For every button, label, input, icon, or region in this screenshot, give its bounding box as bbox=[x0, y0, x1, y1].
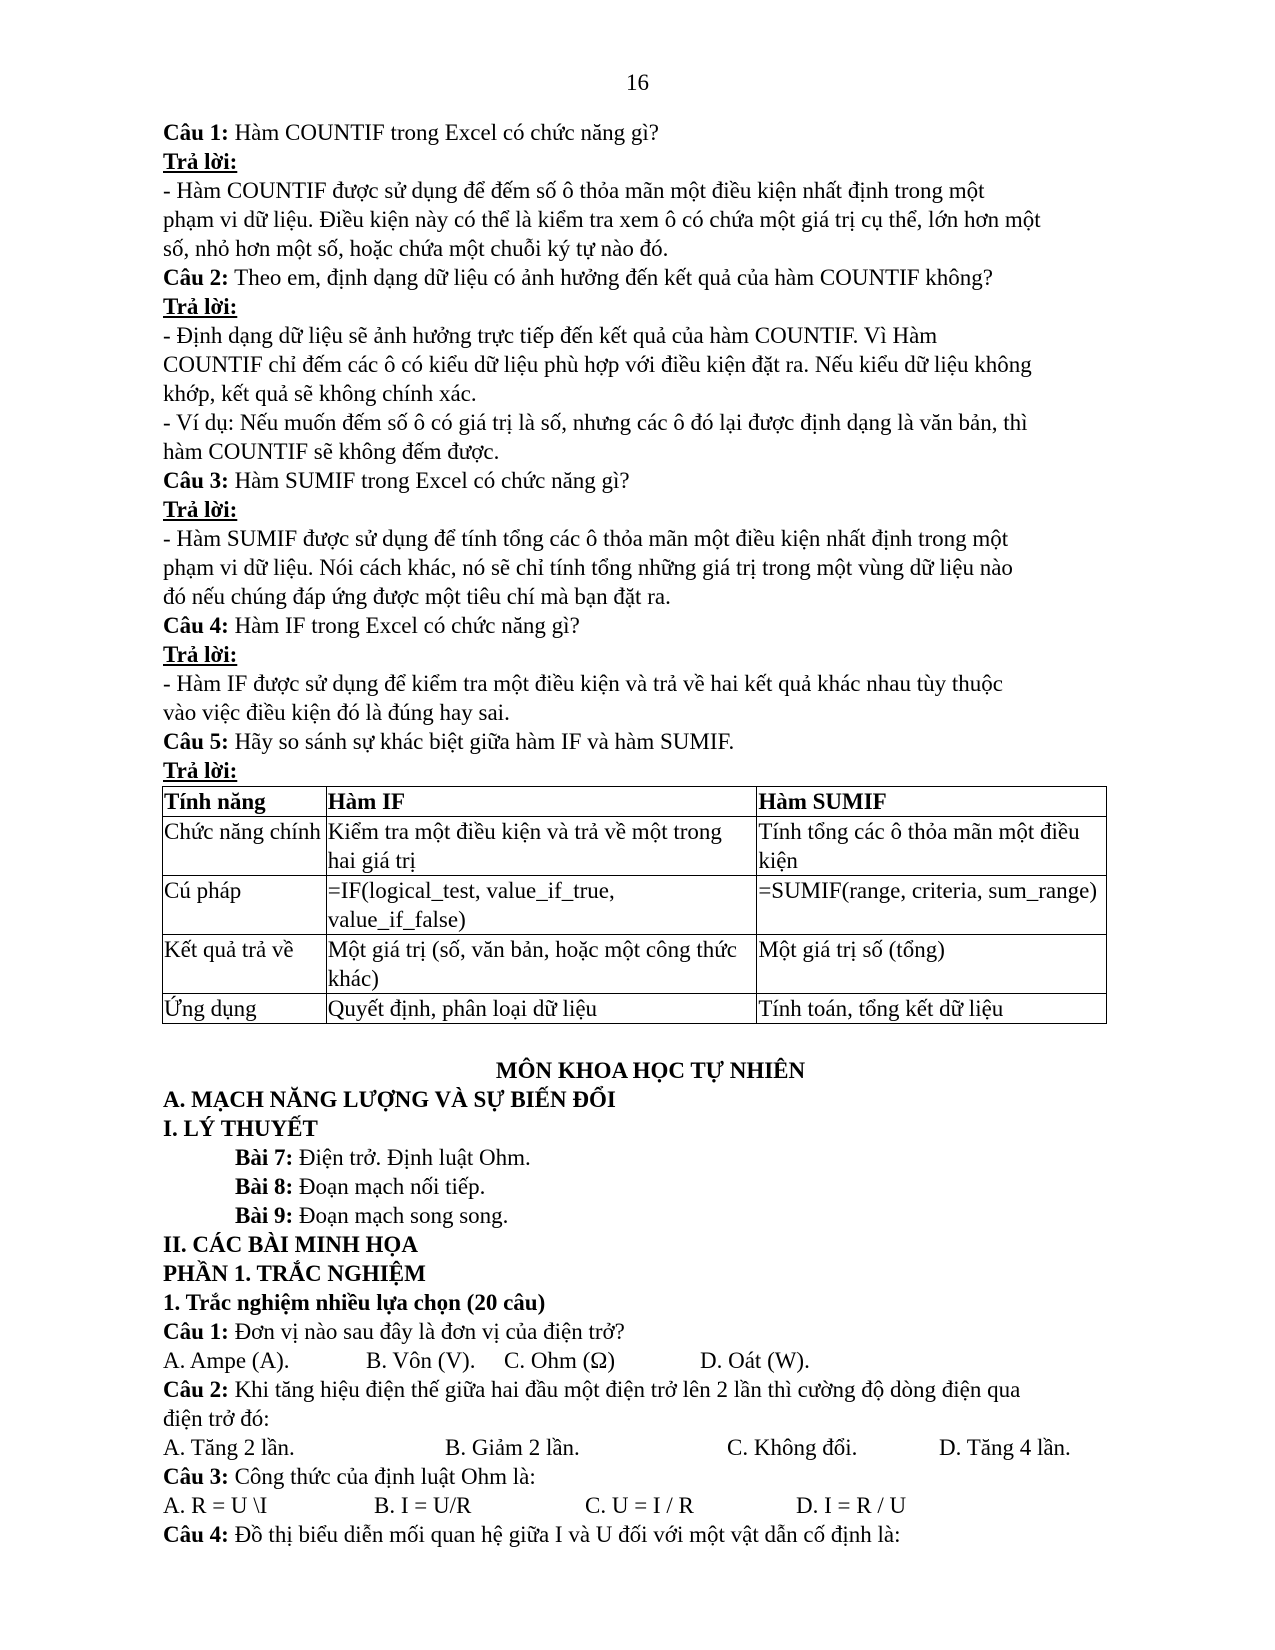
question-2 bbox=[163, 263, 1138, 292]
table-header-cell: Hàm IF bbox=[326, 787, 757, 817]
table-row bbox=[163, 817, 1107, 876]
answer-line: vào việc điều kiện đó là đúng hay sai. bbox=[163, 700, 510, 725]
option-a: A. R = U \I bbox=[163, 1493, 268, 1518]
answer-line: - Hàm IF được sử dụng để kiểm tra một điều kiện và trả về hai kết quả khác nhau tùy thuộc bbox=[163, 671, 1003, 696]
option-a: A. Ampe (A). bbox=[163, 1348, 290, 1373]
table-cell: =IF(logical_test, value_if_true, value_if_false) bbox=[326, 876, 757, 935]
table-cell: Kiểm tra một điều kiện và trả về một trong hai giá trị bbox=[326, 817, 757, 876]
question-label: Câu 4: bbox=[163, 1522, 229, 1547]
question-label: Câu 5: bbox=[163, 729, 229, 754]
option-d: D. Tăng 4 lần. bbox=[939, 1435, 1071, 1460]
mc-question-4 bbox=[163, 1520, 1138, 1549]
lesson-text: Điện trở. Định luật Ohm. bbox=[293, 1145, 531, 1170]
multiple-choice-heading: 1. Trắc nghiệm nhiều lựa chọn (20 câu) bbox=[163, 1290, 546, 1315]
section-heading-a: A. MẠCH NĂNG LƯỢNG VÀ SỰ BIẾN ĐỔI bbox=[163, 1087, 616, 1112]
table-cell: =SUMIF(range, criteria, sum_range) bbox=[757, 876, 1107, 935]
lesson-label: Bài 8: bbox=[235, 1174, 294, 1199]
table-cell: Quyết định, phân loại dữ liệu bbox=[326, 994, 757, 1024]
table-row bbox=[163, 876, 1107, 935]
question-text: Hàm SUMIF trong Excel có chức năng gì? bbox=[228, 468, 630, 493]
question-label: Câu 3: bbox=[163, 468, 229, 493]
question-label: Câu 1: bbox=[163, 120, 229, 145]
answer-label: Trả lời: bbox=[163, 497, 238, 522]
answer-line: hàm COUNTIF sẽ không đếm được. bbox=[163, 439, 500, 464]
answer-line: phạm vi dữ liệu. Điều kiện này có thể là kiểm tra xem ô có chứa một giá trị cụ thể, lớn hơn một bbox=[163, 207, 1041, 232]
question-label: Câu 2: bbox=[163, 1377, 229, 1402]
section-heading-theory: I. LÝ THUYẾT bbox=[163, 1116, 318, 1141]
question-text: Hàm COUNTIF trong Excel có chức năng gì? bbox=[228, 120, 659, 145]
lesson-text: Đoạn mạch nối tiếp. bbox=[293, 1174, 486, 1199]
answer-line: đó nếu chúng đáp ứng được một tiêu chí mà bạn đặt ra. bbox=[163, 584, 671, 609]
mc-question-1 bbox=[163, 1317, 1138, 1346]
question-text: Hãy so sánh sự khác biệt giữa hàm IF và hàm SUMIF. bbox=[228, 729, 735, 754]
lesson-text: Đoạn mạch song song. bbox=[293, 1203, 509, 1228]
lesson-label: Bài 7: bbox=[235, 1145, 294, 1170]
table-header-cell: Tính năng bbox=[163, 787, 327, 817]
answer-line: - Định dạng dữ liệu sẽ ảnh hưởng trực tiếp đến kết quả của hàm COUNTIF. Vì Hàm bbox=[163, 323, 938, 348]
option-c: C. U = I / R bbox=[585, 1493, 694, 1518]
answer-label: Trả lời: bbox=[163, 294, 238, 319]
lesson-item bbox=[163, 1172, 1138, 1201]
question-label: Câu 4: bbox=[163, 613, 229, 638]
option-d: D. I = R / U bbox=[796, 1493, 907, 1518]
part-heading: PHẦN 1. TRẮC NGHIỆM bbox=[163, 1261, 426, 1286]
table-cell: Tính toán, tổng kết dữ liệu bbox=[757, 994, 1107, 1024]
section-heading-examples: II. CÁC BÀI MINH HỌA bbox=[163, 1232, 418, 1257]
answer-line: khớp, kết quả sẽ không chính xác. bbox=[163, 381, 477, 406]
question-5 bbox=[163, 727, 1138, 756]
question-label: Câu 2: bbox=[163, 265, 229, 290]
table-cell: Cú pháp bbox=[163, 876, 327, 935]
answer-label: Trả lời: bbox=[163, 642, 238, 667]
answer-line: COUNTIF chỉ đếm các ô có kiểu dữ liệu phù hợp với điều kiện đặt ra. Nếu kiểu dữ liệu không bbox=[163, 352, 1032, 377]
lesson-item bbox=[163, 1143, 1138, 1172]
table-cell: Kết quả trả về bbox=[163, 935, 327, 994]
lesson-label: Bài 9: bbox=[235, 1203, 294, 1228]
question-text: Theo em, định dạng dữ liệu có ảnh hưởng đến kết quả của hàm COUNTIF không? bbox=[228, 265, 994, 290]
question-text: Khi tăng hiệu điện thế giữa hai đầu một điện trở lên 2 lần thì cường độ dòng điện qua bbox=[228, 1377, 1021, 1402]
option-d: D. Oát (W). bbox=[700, 1348, 810, 1373]
answer-line: phạm vi dữ liệu. Nói cách khác, nó sẽ chỉ tính tổng những giá trị trong một vùng dữ liệu nào bbox=[163, 555, 1013, 580]
option-c: C. Ohm (Ω) bbox=[504, 1348, 616, 1373]
option-b: B. I = U/R bbox=[374, 1493, 472, 1518]
table-header-row bbox=[163, 787, 1107, 817]
table-row bbox=[163, 935, 1107, 994]
option-c: C. Không đổi. bbox=[727, 1435, 858, 1460]
mc-options-2 bbox=[163, 1433, 1138, 1462]
table-header-cell: Hàm SUMIF bbox=[757, 787, 1107, 817]
answer-line: - Hàm COUNTIF được sử dụng để đếm số ô thỏa mãn một điều kiện nhất định trong một bbox=[163, 178, 985, 203]
question-text: Công thức của định luật Ohm là: bbox=[228, 1464, 536, 1489]
mc-options-3 bbox=[163, 1491, 1138, 1520]
table-row bbox=[163, 994, 1107, 1024]
question-continuation: điện trở đó: bbox=[163, 1406, 270, 1431]
option-a: A. Tăng 2 lần. bbox=[163, 1435, 295, 1460]
mc-options-1 bbox=[163, 1346, 1138, 1375]
answer-line: số, nhỏ hơn một số, hoặc chứa một chuỗi ký tự nào đó. bbox=[163, 236, 669, 261]
mc-question-2 bbox=[163, 1375, 1138, 1404]
question-text: Đồ thị biểu diễn mối quan hệ giữa I và U đối với một vật dẫn cố định là: bbox=[228, 1522, 901, 1547]
table-cell: Tính tổng các ô thỏa mãn một điều kiện bbox=[757, 817, 1107, 876]
answer-label: Trả lời: bbox=[163, 758, 238, 783]
table-cell: Chức năng chính bbox=[163, 817, 327, 876]
answer-line: - Hàm SUMIF được sử dụng để tính tổng các ô thỏa mãn một điều kiện nhất định trong một bbox=[163, 526, 1009, 551]
subject-title: MÔN KHOA HỌC TỰ NHIÊN bbox=[495, 1058, 806, 1083]
question-text: Hàm IF trong Excel có chức năng gì? bbox=[228, 613, 580, 638]
table-cell: Ứng dụng bbox=[163, 994, 327, 1024]
table-cell: Một giá trị (số, văn bản, hoặc một công thức khác) bbox=[326, 935, 757, 994]
question-label: Câu 1: bbox=[163, 1319, 229, 1344]
lesson-item bbox=[163, 1201, 1138, 1230]
answer-label: Trả lời: bbox=[163, 149, 238, 174]
question-label: Câu 3: bbox=[163, 1464, 229, 1489]
mc-question-3 bbox=[163, 1462, 1138, 1491]
question-text: Đơn vị nào sau đây là đơn vị của điện trở? bbox=[228, 1319, 625, 1344]
question-4 bbox=[163, 611, 1138, 640]
question-3 bbox=[163, 466, 1138, 495]
answer-line: - Ví dụ: Nếu muốn đếm số ô có giá trị là số, nhưng các ô đó lại được định dạng là văn bản, thì bbox=[163, 410, 1028, 435]
option-b: B. Giảm 2 lần. bbox=[445, 1435, 580, 1460]
table-cell: Một giá trị số (tổng) bbox=[757, 935, 1107, 994]
option-b: B. Vôn (V). bbox=[366, 1348, 476, 1373]
page-content bbox=[163, 118, 1138, 1549]
question-1 bbox=[163, 118, 1138, 147]
page-number: 16 bbox=[626, 70, 649, 95]
comparison-table bbox=[162, 786, 1107, 1024]
